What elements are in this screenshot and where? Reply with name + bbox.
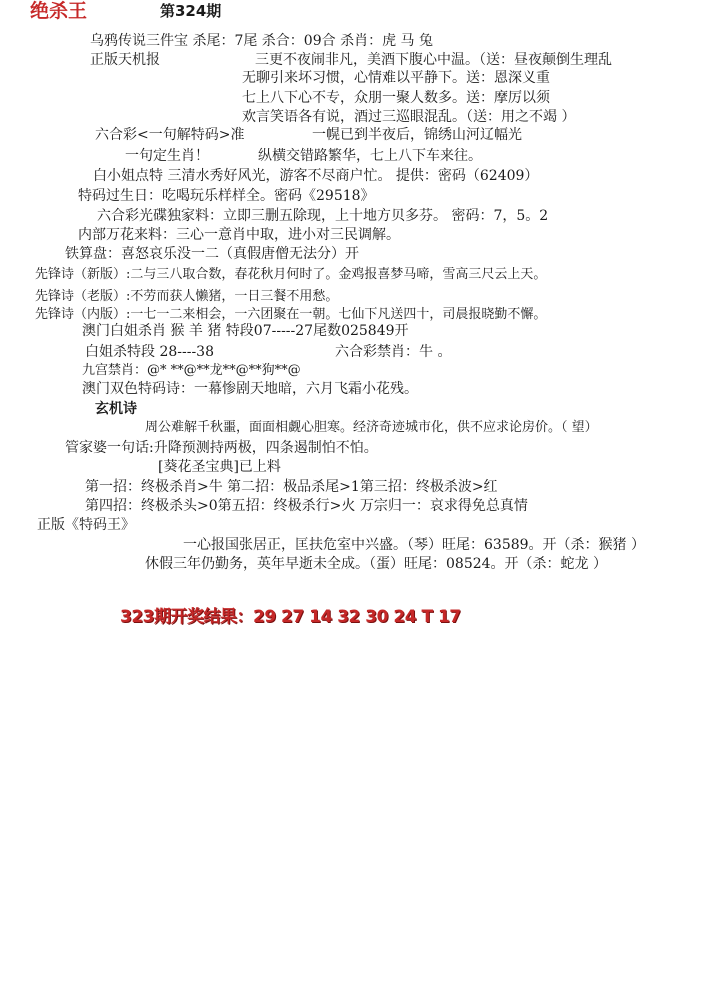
mystery-poem-heading: 玄机诗 [95,401,137,417]
one-sentence-heading: 六合彩<一句解特码>准 [95,127,245,143]
moves-line-2: 第四招：终极杀头>0第五招：终极杀行>火 万宗归一：哀求得免总真情 [85,498,528,514]
white-lady-kill-segment: 白姐杀特段 28----38 [85,344,215,360]
macau-kill-line: 澳门白姐杀肖 猴 羊 猪 特段07-----27尾数025849开 [82,323,409,339]
disc-exclusive-line: 六合彩光碟独家料：立即三删五除现，上十地方贝多芬。 密码：7，5。2 [97,208,549,224]
special-king-verse-1: 一心报国张居正，匡扶危室中兴盛。（琴）旺尾：63589。开（杀：猴猪 ） [183,537,645,553]
nine-palace-banned: 九宫禁肖：@* **@**龙**@**狗**@ [82,363,301,378]
vanguard-poem-old: 先锋诗（老版）:不劳而获人懒猪，一日三餐不用愁。 [35,289,339,304]
banned-zodiac: 六合彩禁肖：牛 。 [335,344,452,360]
vanguard-poem-internal: 先锋诗（内版）:一七一二来相会，一六团聚在一朝。七仙下凡送四十，司晨报晓勤不懈。 [35,307,547,322]
tianji-verse-3: 七上八下心不专，众朋一聚人数多。送：摩厉以须 [242,90,550,106]
special-king-heading: 正版《特码王》 [37,517,135,533]
vanguard-poem-new: 先锋诗（新版）:二与三八取合数，春花秋月何时了。金鸡报喜梦马啼，雪高三尺云上天。 [35,267,547,282]
zodiac-heading: 一句定生肖！ [125,148,209,164]
special-king-verse-2: 休假三年仍勤务，英年早逝未全成。（蛋）旺尾：08524。开（杀：蛇龙 ） [145,556,607,572]
macau-double-color-poem: 澳门双色特码诗：一幕惨剧天地暗，六月飞霜小花残。 [82,381,418,397]
internal-flowers-line: 内部万花来料：三心一意肖中取，进小对三民调解。 [78,227,400,243]
mystery-poem-text: 周公难解千秋噩，面面相觑心胆寒。经济奇迹城市化，供不应求论房价。（ 望） [145,420,598,435]
tianji-verse-1: 三更不夜闹非凡，美酒下腹心中温。（送：昼夜颠倒生理乱 [255,52,612,68]
tianji-verse-2: 无聊引来坏习惯，心情难以平静下。送：恩深义重 [242,70,550,86]
three-treasures-line: 乌鸦传说三件宝 杀尾：7尾 杀合：09合 杀肖：虎 马 兔 [90,33,433,49]
brand-title: 绝杀王 [30,0,88,22]
previous-draw-result: 323期开奖结果：29 27 14 32 30 24 T 17 [120,607,461,627]
issue-number: 第324期 [160,2,222,20]
white-lady-line: 白小姐点特 三清水秀好风光，游客不尽商户忙。 提供：密码（62409） [93,168,539,184]
moves-line-1: 第一招：终极杀肖>牛 第二招：极品杀尾>1第三招：终极杀波>红 [85,479,498,495]
one-sentence-verse-2: 纵横交错路繁华，七上八下车来往。 [258,148,482,164]
sunflower-heading: [葵花圣宝典]已上料 [158,459,281,475]
tianji-verse-4: 欢言笑语各有说，酒过三巡眼混乱。（送：用之不竭 ） [242,109,576,125]
birthday-code-line: 特码过生日：吃喝玩乐样样全。密码《29518》 [78,188,375,204]
one-sentence-verse-1: 一幌已到半夜后，锦绣山河辽幅光 [312,127,522,143]
iron-abacus-line: 铁算盘：喜怒哀乐没一二（真假唐僧无法分）开 [65,246,359,262]
tianji-heading: 正版天机报 [90,52,160,68]
housekeeper-sentence: 管家婆一句话:升降预测持两极，四条遏制怕不怕。 [65,440,378,456]
